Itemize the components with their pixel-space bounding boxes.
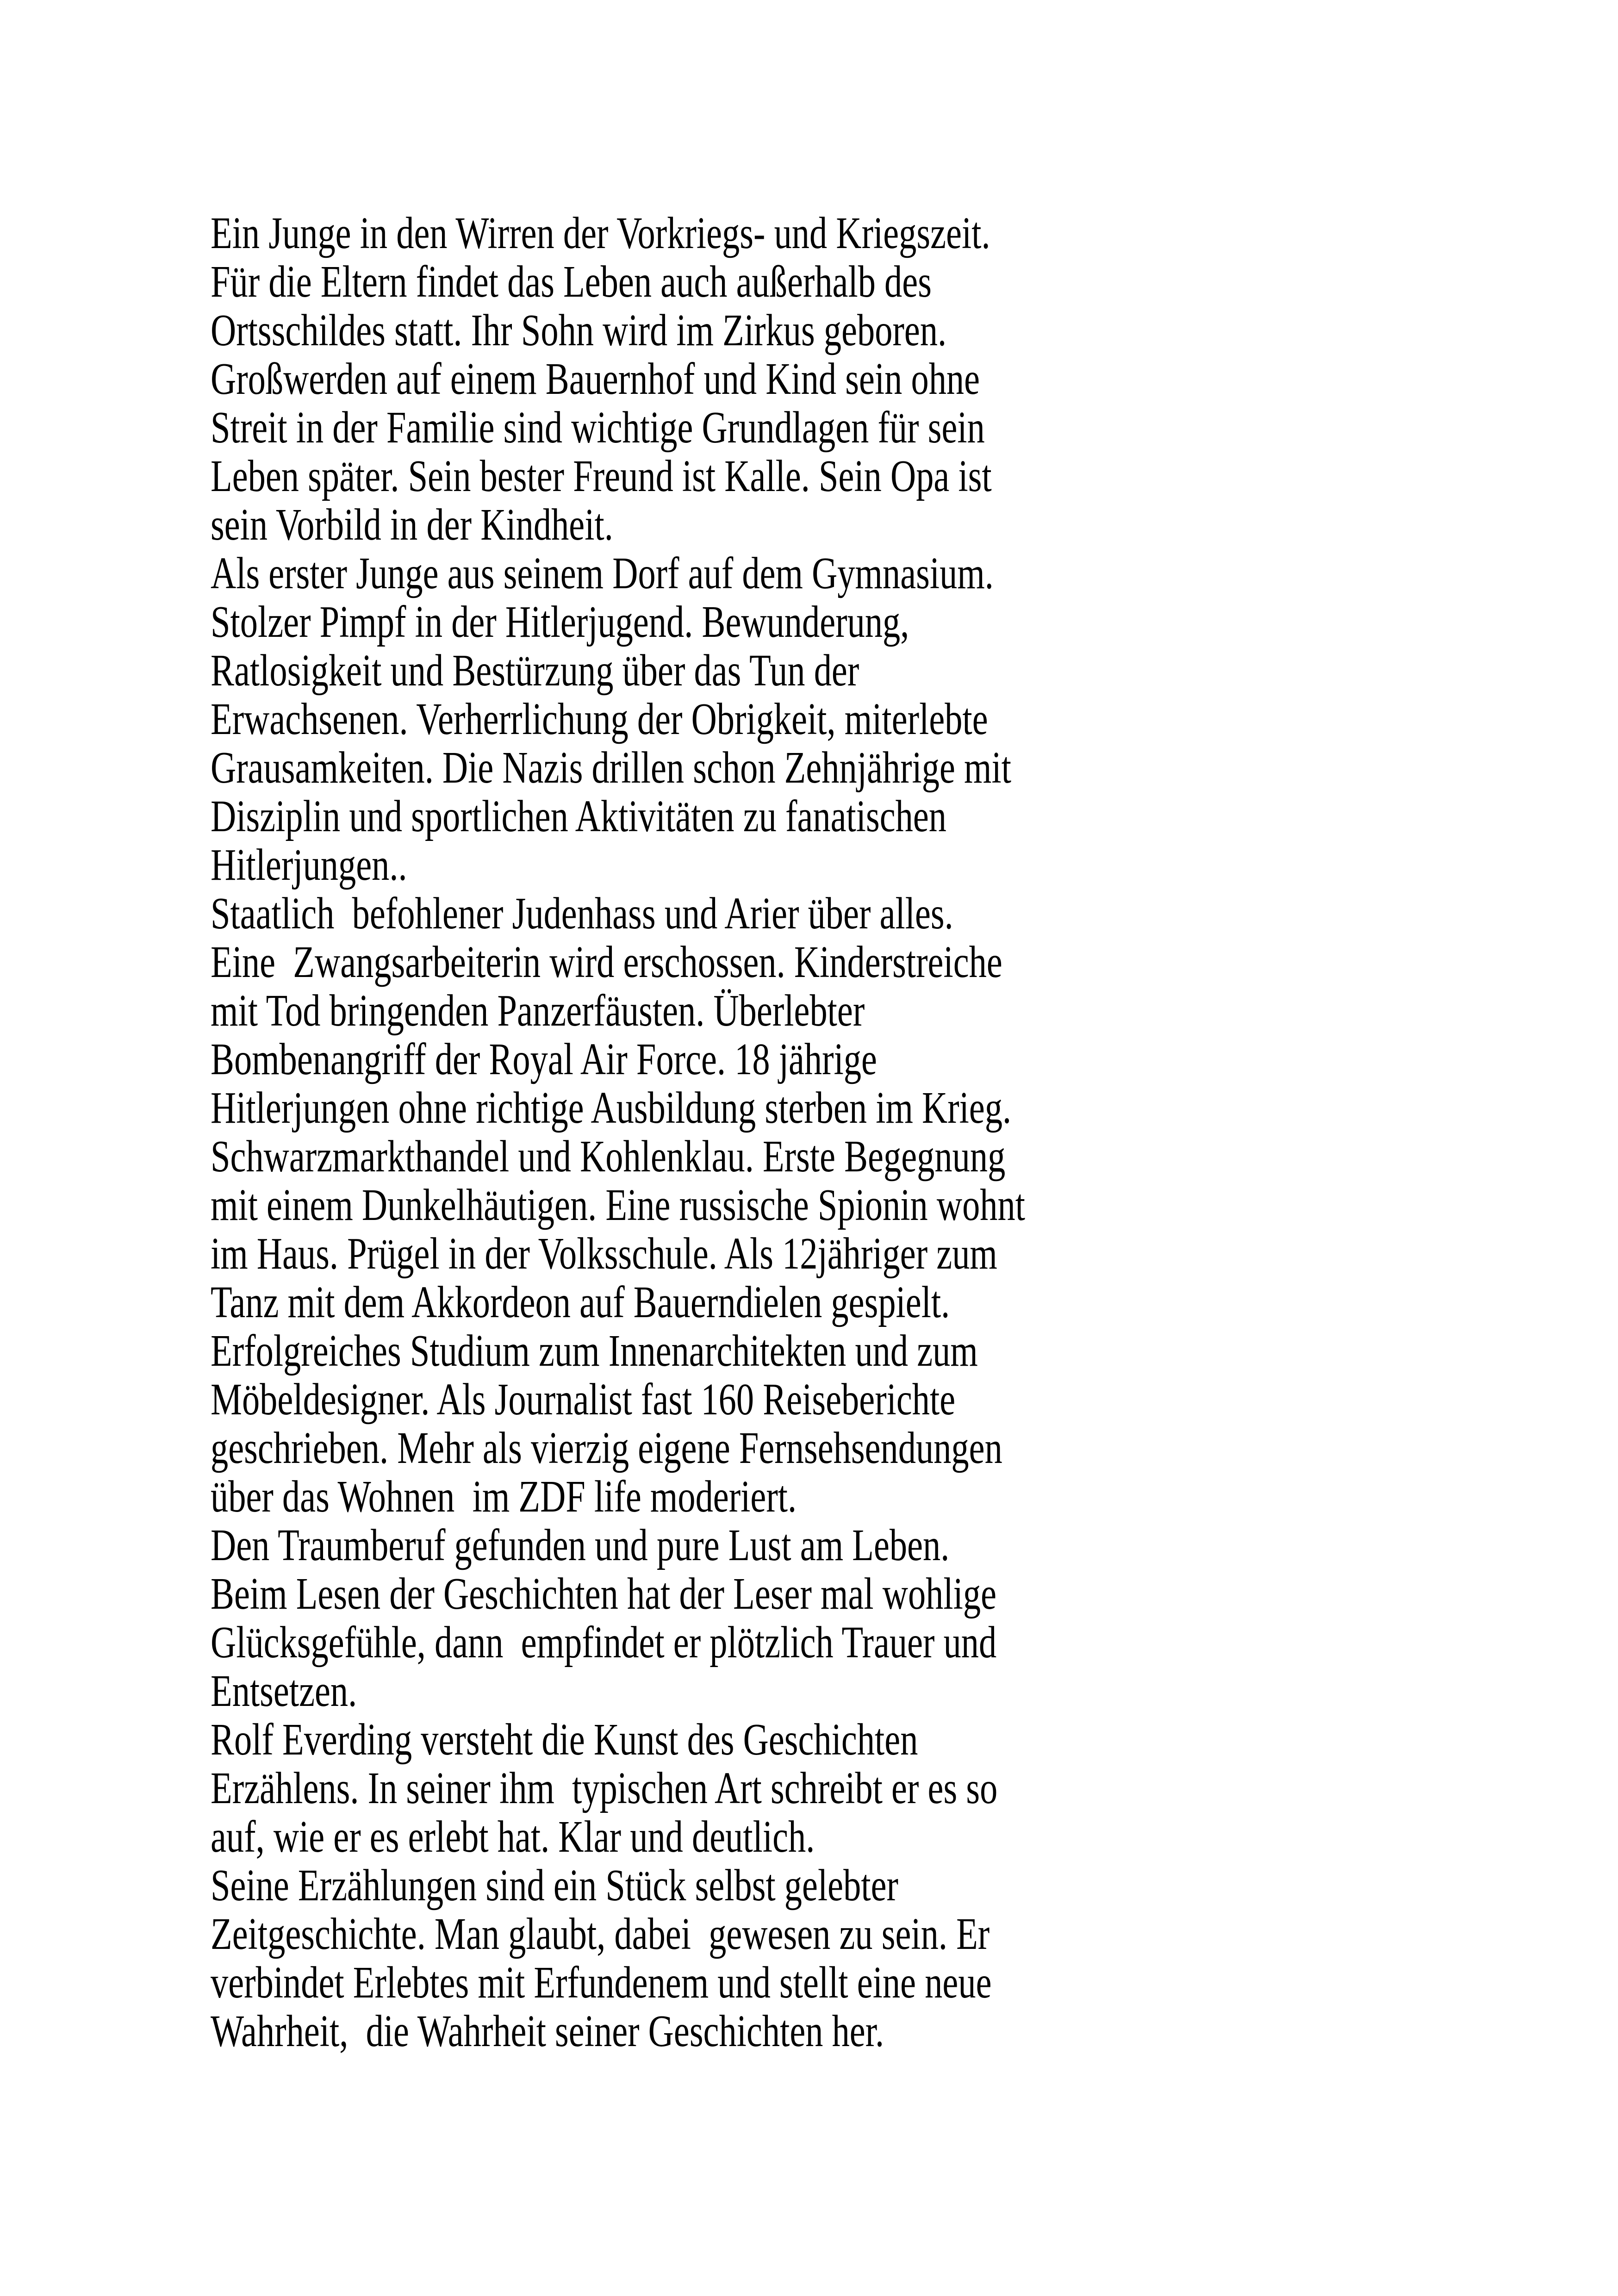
text-line: Möbeldesigner. Als Journalist fast 160 Reiseberichte xyxy=(211,1375,956,1425)
text-line: mit Tod bringenden Panzerfäusten. Überlebter xyxy=(211,986,865,1036)
text-line: Bombenangriff der Royal Air Force. 18 jährige xyxy=(211,1034,877,1084)
text-line: Grausamkeiten. Die Nazis drillen schon Zehnjährige mit xyxy=(211,743,1011,793)
text-line: Wahrheit, die Wahrheit seiner Geschichten her. xyxy=(211,2006,884,2056)
text-line: Leben später. Sein bester Freund ist Kalle. Sein Opa ist xyxy=(211,451,992,501)
text-line: Stolzer Pimpf in der Hitlerjugend. Bewunderung, xyxy=(211,597,909,647)
text-line: Zeitgeschichte. Man glaubt, dabei gewesen zu sein. Er xyxy=(211,1909,990,1959)
text-line: Schwarzmarkthandel und Kohlenklau. Erste Begegnung xyxy=(211,1132,1006,1182)
text-line: Ratlosigkeit und Bestürzung über das Tun der xyxy=(211,646,859,696)
text-line: auf, wie er es erlebt hat. Klar und deutlich. xyxy=(211,1812,815,1862)
text-line: Hitlerjungen ohne richtige Ausbildung sterben im Krieg. xyxy=(211,1083,1012,1133)
text-line: Entsetzen. xyxy=(211,1666,357,1716)
text-line: Glücksgefühle, dann empfindet er plötzlich Trauer und xyxy=(211,1618,997,1668)
text-line: verbindet Erlebtes mit Erfundenem und stellt eine neue xyxy=(211,1958,992,2008)
text-line: Rolf Everding versteht die Kunst des Geschichten xyxy=(211,1715,918,1765)
text-line: Als erster Junge aus seinem Dorf auf dem Gymnasium. xyxy=(211,548,994,598)
text-line: Disziplin und sportlichen Aktivitäten zu fanatischen xyxy=(211,791,947,841)
text-line: mit einem Dunkelhäutigen. Eine russische Spionin wohnt xyxy=(211,1180,1025,1230)
text-line: Für die Eltern findet das Leben auch außerhalb des xyxy=(211,257,932,307)
text-line: Hitlerjungen.. xyxy=(211,840,407,890)
text-line: über das Wohnen im ZDF life moderiert. xyxy=(211,1472,797,1522)
text-line: geschrieben. Mehr als vierzig eigene Fernsehsendungen xyxy=(211,1423,1002,1473)
text-line: Seine Erzählungen sind ein Stück selbst gelebter xyxy=(211,1860,898,1910)
body-text-block xyxy=(211,209,1025,2056)
text-line: Erzählens. In seiner ihm typischen Art schreibt er es so xyxy=(211,1763,998,1813)
text-line: Tanz mit dem Akkordeon auf Bauerndielen gespielt. xyxy=(211,1277,950,1327)
text-line: Eine Zwangsarbeiterin wird erschossen. Kinderstreiche xyxy=(211,937,1002,987)
text-line: Ein Junge in den Wirren der Vorkriegs- und Kriegszeit. xyxy=(211,208,990,258)
text-line: Beim Lesen der Geschichten hat der Leser mal wohlige xyxy=(211,1569,997,1619)
text-line: Erwachsenen. Verherrlichung der Obrigkeit, miterlebte xyxy=(211,694,988,744)
text-line: Streit in der Familie sind wichtige Grundlagen für sein xyxy=(211,403,985,453)
text-line: im Haus. Prügel in der Volksschule. Als 12jähriger zum xyxy=(211,1229,997,1279)
text-line: sein Vorbild in der Kindheit. xyxy=(211,500,613,550)
text-line: Den Traumberuf gefunden und pure Lust am Leben. xyxy=(211,1520,950,1570)
text-line: Ortsschildes statt. Ihr Sohn wird im Zirkus geboren. xyxy=(211,305,947,355)
text-line: Erfolgreiches Studium zum Innenarchitekten und zum xyxy=(211,1326,978,1376)
text-line: Großwerden auf einem Bauernhof und Kind sein ohne xyxy=(211,354,980,404)
text-line: Staatlich befohlener Judenhass und Arier über alles. xyxy=(211,889,953,939)
